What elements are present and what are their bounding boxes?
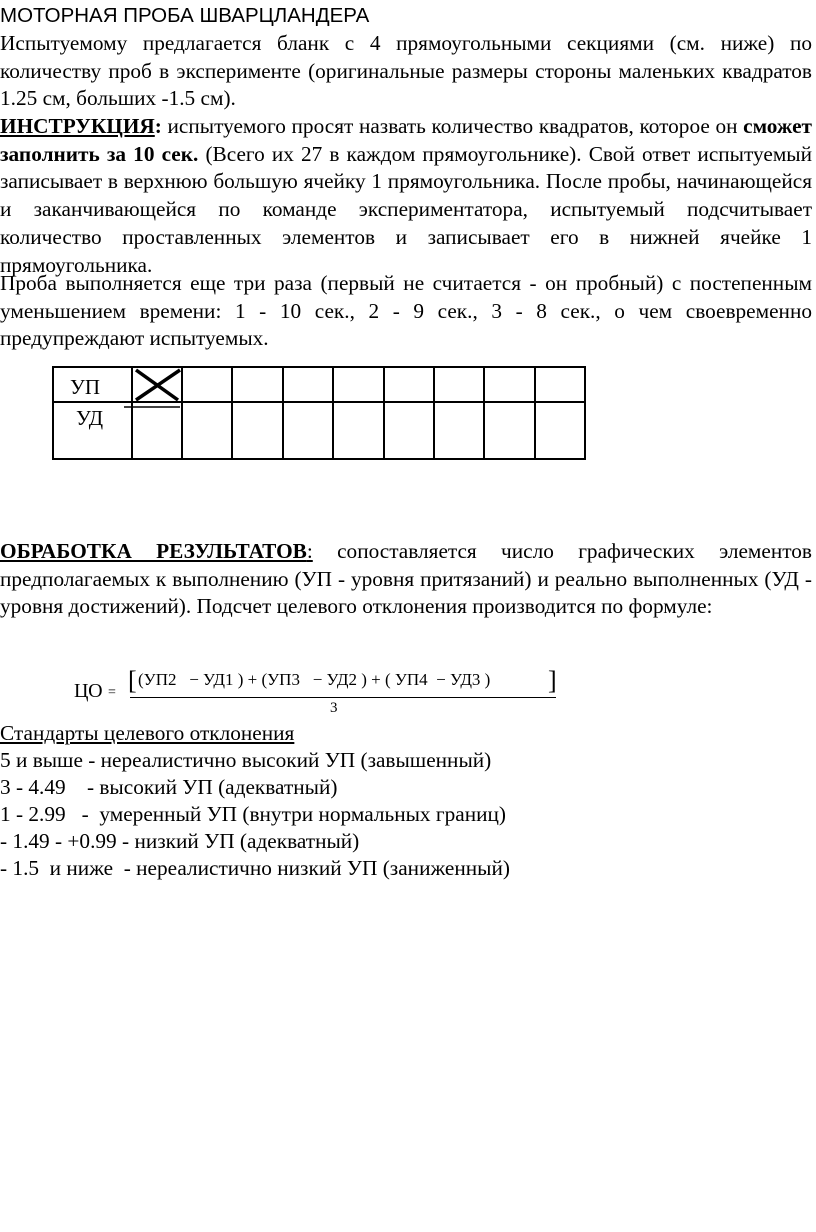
repeat-paragraph: Проба выполняется еще три раза (первый не считается - он пробный) с постепенным уменьшением времени: 1 - 10 сек., 2 - 9 сек., 3 - 8 сек., о чем своевременно предупреждают испытуемых. — [0, 271, 812, 351]
deviation-formula — [72, 664, 562, 720]
processing-heading: ОБРАБОТКА РЕЗУЛЬТАТОВ — [0, 539, 307, 563]
instruction-text-2: (Всего их 27 в каждом прямоугольнике). Свой ответ испытуемый записывает в верхнюю большую ячейку 1 прямоугольника. После пробы, начинающейся и заканчивающейся по команде экспериментатора, испытуемый подсчитывает количество проставленных элементов и записывает его в нижней ячейке 1 прямоугольника. — [0, 141, 813, 277]
standards-heading: Стандарты целевого отклонения — [0, 721, 295, 745]
instruction-colon: : — [154, 114, 162, 138]
processing-paragraph — [0, 538, 812, 621]
formula-equals: = — [108, 685, 116, 700]
intro-paragraph: Испытуемому предлагается бланк с 4 прямоугольными секциями (см. ниже) по количеству проб в эксперименте (оригинальные размеры стороны маленьких квадратов 1.25 см, больших -1.5 см). — [0, 31, 812, 111]
grid-label-up: УП — [70, 375, 101, 399]
standard-item: 1 - 2.99 - умеренный УП (внутри нормальных границ) — [0, 802, 506, 826]
formula-right-bracket: ] — [548, 666, 557, 695]
grid-label-ud: УД — [76, 406, 104, 430]
cross-mark-icon — [136, 370, 180, 400]
processing-text: сопоставляется число графических элементов предполагаемых к выполнению (УП - уровня притязаний) и реально выполненных (УД - уровня достижений). Подсчет целевого отклонения производится по формуле: — [0, 539, 812, 619]
formula-numerator: (УП2 − УД1 ) + (УП3 − УД2 ) + ( УП4 − УД3 ) — [138, 670, 491, 689]
fraction-bar — [130, 697, 556, 698]
instruction-text-1: испытуемого просят назвать количество квадратов, которое он — [161, 114, 744, 138]
instruction-heading: ИНСТРУКЦИЯ — [0, 114, 155, 138]
formula-left-bracket: [ — [128, 666, 137, 695]
standard-item: - 1.49 - +0.99 - низкий УП (адекватный) — [0, 829, 360, 853]
answer-form-grid — [52, 366, 586, 460]
instruction-bold-text: сможет заполнить за 10 сек. — [0, 114, 812, 166]
instruction-paragraph — [0, 113, 812, 279]
document-title: МОТОРНАЯ ПРОБА ШВАРЦЛАНДЕРА — [0, 4, 370, 27]
standard-item: 5 и выше - нереалистично высокий УП (завышенный) — [0, 748, 492, 772]
formula-denominator: 3 — [330, 700, 338, 716]
grid-lines — [52, 366, 586, 460]
standard-item: 3 - 4.49 - высокий УП (адекватный) — [0, 775, 338, 799]
formula-lhs: ЦО — [74, 680, 103, 702]
processing-colon: : — [306, 539, 313, 563]
standard-item: - 1.5 и ниже - нереалистично низкий УП (заниженный) — [0, 856, 510, 880]
